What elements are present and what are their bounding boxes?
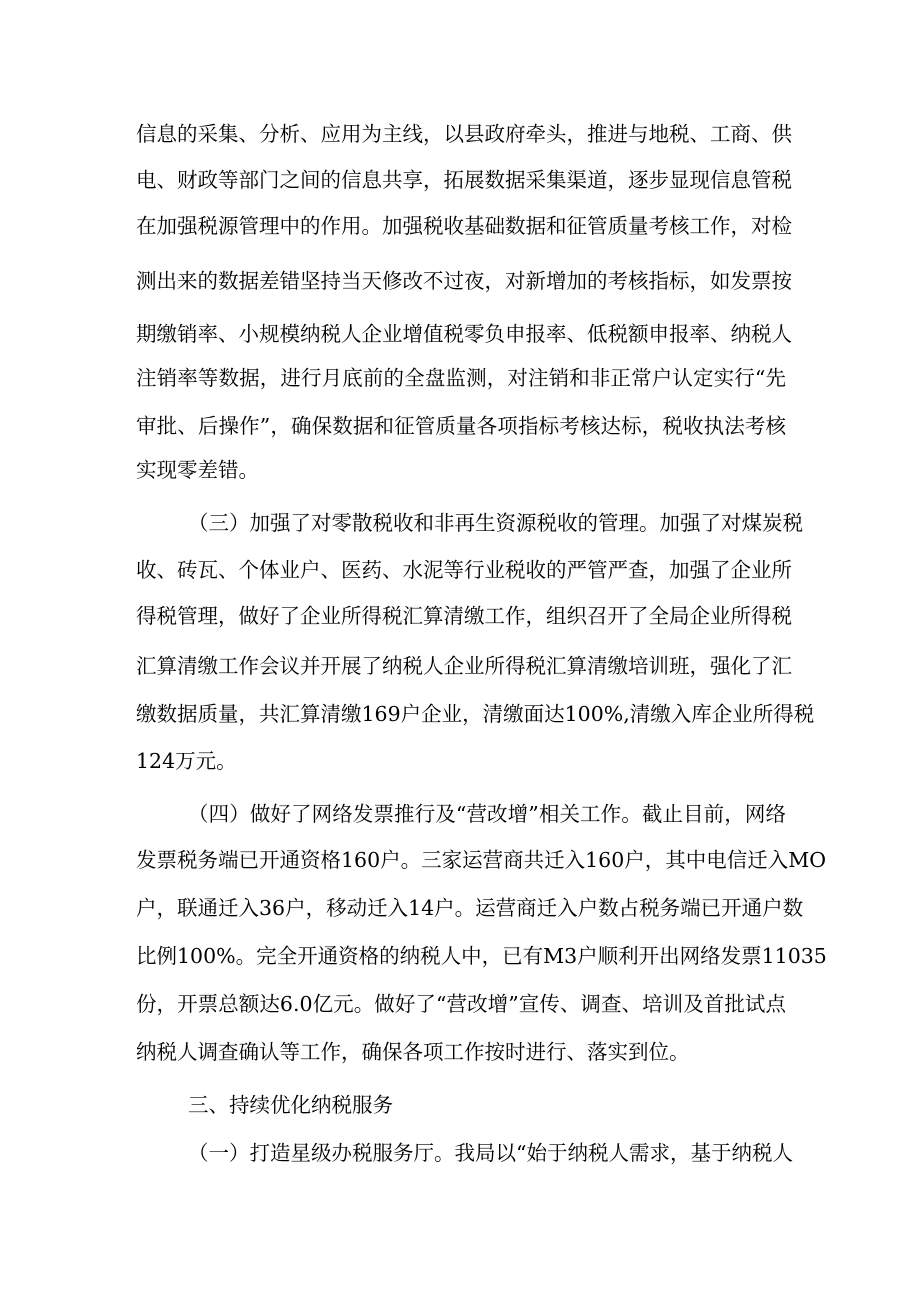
paragraph-line: 纳税人调查确认等工作，确保各项工作按时进行、落实到位。 bbox=[136, 1040, 690, 1064]
paragraph-line: 收、砖瓦、个体业户、医药、水泥等行业税收的严管严查，加强了企业所 bbox=[136, 558, 792, 582]
paragraph-line: 得税管理，做好了企业所得税汇算清缴工作，组织召开了全局企业所得税 bbox=[136, 604, 792, 628]
paragraph-line: 注销率等数据，进行月底前的全盘监测，对注销和非正常户认定实行“先 bbox=[136, 366, 786, 390]
paragraph-line: 发票税务端已开通资格160户。三家运营商共迁入160户，其中电信迁入MO bbox=[136, 848, 827, 872]
paragraph-line: 实现零差错。 bbox=[136, 458, 259, 482]
paragraph-line: 份，开票总额达6.0亿元。做好了“营改增”宣传、调查、培训及首批试点 bbox=[136, 992, 786, 1016]
paragraph-line: 信息的采集、分析、应用为主线，以县政府牵头，推进与地税、工商、供 bbox=[136, 122, 792, 146]
paragraph-line: 审批、后操作”，确保数据和征管质量各项指标考核达标，税收执法考核 bbox=[136, 414, 786, 438]
paragraph-line: （三）加强了对零散税收和非再生资源税收的管理。加强了对煤炭税 bbox=[188, 511, 803, 535]
paragraph-line: 户，联通迁入36户，移动迁入14户。运营商迁入户数占税务端已开通户数 bbox=[136, 896, 804, 920]
paragraph-line: 汇算清缴工作会议并开展了纳税人企业所得税汇算清缴培训班，强化了汇 bbox=[136, 654, 792, 678]
paragraph-line: 电、财政等部门之间的信息共享，拓展数据采集渠道，逐步显现信息管税 bbox=[136, 168, 792, 192]
paragraph-line: （一）打造星级办税服务厅。我局以“始于纳税人需求，基于纳税人 bbox=[188, 1141, 793, 1165]
section-heading: 三、持续优化纳税服务 bbox=[188, 1093, 393, 1117]
paragraph-line: 期缴销率、小规模纳税人企业增值税零负申报率、低税额申报率、纳税人 bbox=[136, 322, 792, 346]
paragraph-line: （四）做好了网络发票推行及“营改增”相关工作。截止目前，网络 bbox=[188, 802, 786, 826]
paragraph-line: 测出来的数据差错坚持当天修改不过夜，对新增加的考核指标，如发票按 bbox=[136, 269, 792, 293]
paragraph-line: 在加强税源管理中的作用。加强税收基础数据和征管质量考核工作，对检 bbox=[136, 214, 792, 238]
paragraph-line: 缴数据质量，共汇算清缴169户企业，清缴面达100%,清缴入库企业所得税 bbox=[136, 702, 815, 726]
paragraph-line: 比例100%。完全开通资格的纳税人中，已有M3户顺利开出网络发票11035 bbox=[136, 944, 827, 968]
paragraph-line: 124万元。 bbox=[136, 749, 237, 773]
